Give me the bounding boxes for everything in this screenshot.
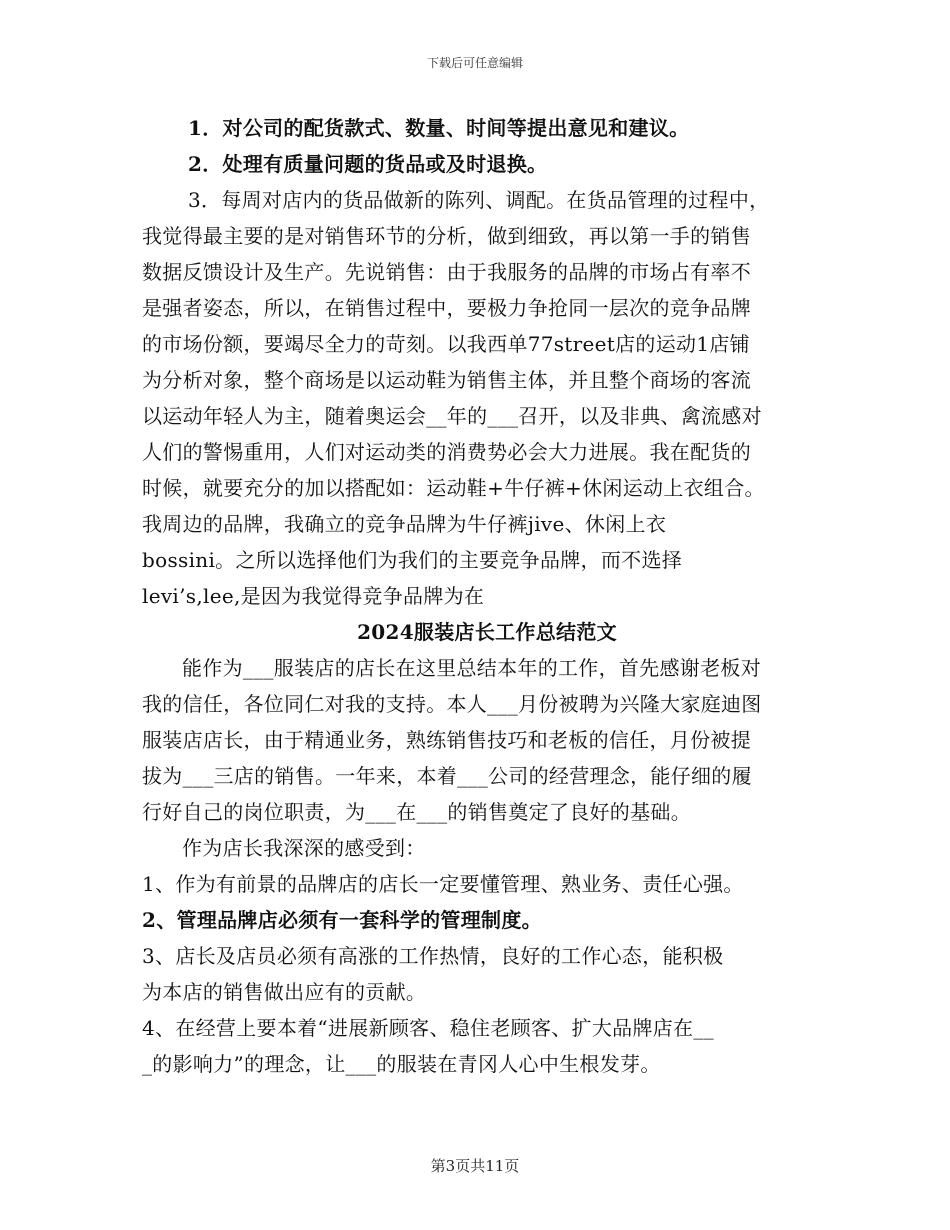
list-item: 3、店长及店员必须有高涨的工作热情，良好的工作心态，能积极 (142, 944, 724, 968)
paragraph-line: 行好自己的岗位职责，为___在___的销售奠定了良好的基础。 (142, 800, 691, 824)
paragraph-line: 是强者姿态，所以，在销售过程中，要极力争抢同一层次的竞争品牌 (142, 296, 751, 320)
list-item: 2、管理品牌店必须有一套科学的管理制度。 (142, 908, 542, 932)
paragraph-line: 为分析对象，整个商场是以运动鞋为销售主体，并且整个商场的客流 (142, 368, 751, 392)
page-header: 下载后可任意编辑 (426, 56, 523, 70)
document-body (142, 114, 832, 1086)
paragraph-line: _的影响力”的理念，让___的服装在青冈人心中生根发芽。 (142, 1052, 661, 1076)
paragraph-line: 我觉得最主要的是对销售环节的分析，做到细致，再以第一手的销售 (142, 224, 751, 248)
page-number: 第3页共11页 (430, 1157, 520, 1175)
list-item: 1．对公司的配货款式、数量、时间等提出意见和建议。 (188, 116, 690, 140)
paragraph-line: 服装店店长，由于精通业务，熟练销售技巧和老板的信任，月份被提 (142, 728, 751, 752)
paragraph-line: 数据反馈设计及生产。先说销售：由于我服务的品牌的市场占有率不 (142, 260, 751, 284)
paragraph-line: 时候，就要充分的加以搭配如：运动鞋+牛仔裤+休闲运动上衣组合。 (142, 476, 765, 500)
paragraph-line: 我的信任，各位同仁对我的支持。本人___月份被聘为兴隆大家庭迪图 (142, 692, 762, 716)
paragraph-line: 为本店的销售做出应有的贡献。 (142, 980, 427, 1004)
list-item: 2．处理有质量问题的货品或及时退换。 (188, 152, 548, 176)
list-item: 4、在经营上要本着“进展新顾客、稳住老顾客、扩大品牌店在__ (142, 1016, 714, 1040)
paragraph-line: 的市场份额，要竭尽全力的苛刻。以我西单77street店的运动1店铺 (142, 332, 750, 356)
section-title: 2024服装店长工作总结范文 (357, 620, 617, 644)
list-item: 3．每周对店内的货品做新的陈列、调配。在货品管理的过程中， (188, 188, 770, 212)
paragraph-line: levi’s,lee,是因为我觉得竞争品牌为在 (142, 584, 485, 608)
paragraph-line: 作为店长我深深的感受到： (182, 836, 426, 860)
paragraph-line: bossini。之所以选择他们为我们的主要竞争品牌，而不选择 (142, 548, 683, 572)
list-item: 1、作为有前景的品牌店的店长一定要懂管理、熟业务、责任心强。 (142, 872, 744, 896)
paragraph-line: 拔为___三店的销售。一年来，本着___公司的经营理念，能仔细的履 (142, 764, 752, 788)
paragraph-line: 我周边的品牌，我确立的竞争品牌为牛仔裤jive、休闲上衣 (142, 512, 667, 536)
paragraph-line: 人们的警惕重用，人们对运动类的消费势必会大力进展。我在配货的 (142, 440, 751, 464)
paragraph-line: 能作为___服装店的店长在这里总结本年的工作，首先感谢老板对 (182, 656, 761, 680)
paragraph-line: 以运动年轻人为主，随着奥运会__年的___召开，以及非典、禽流感对 (142, 404, 762, 428)
